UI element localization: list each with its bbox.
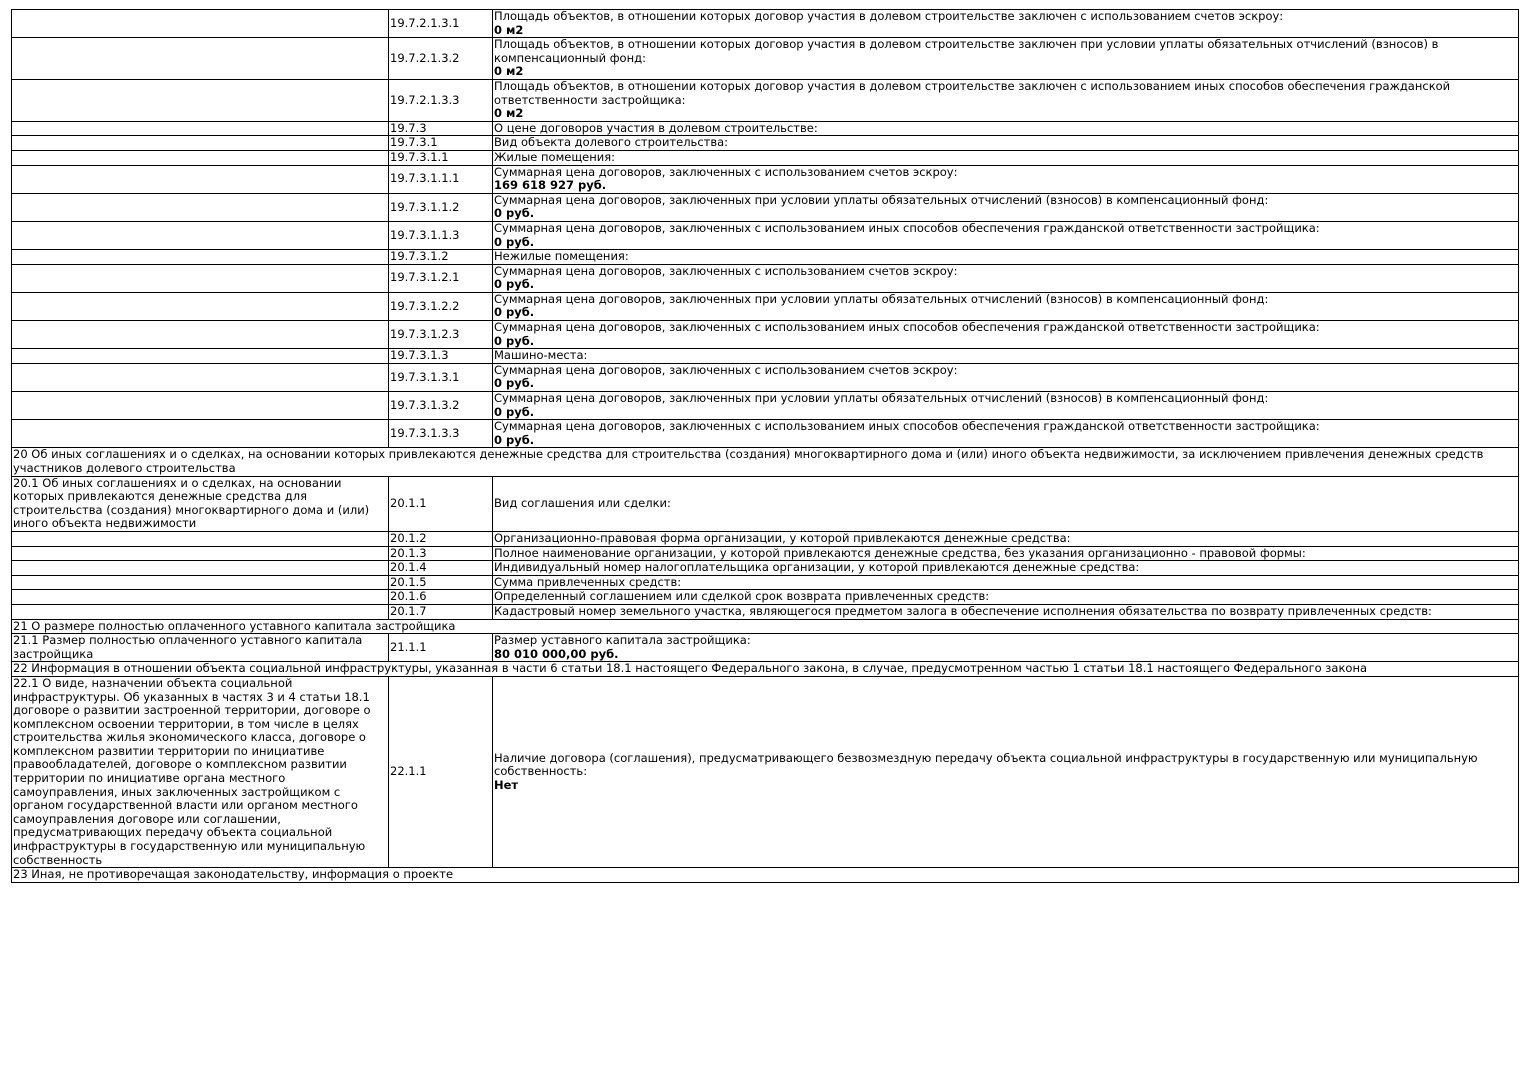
item-text: Площадь объектов, в отношении которых договор участия в долевом строительстве заключен при условии уплаты обязательных отчислений (взносов) в компенсационный фонд:	[494, 37, 1439, 65]
item-text: Определенный соглашением или сделкой срок возврата привлеченных средств:	[494, 589, 990, 604]
group-label-cell	[12, 531, 389, 546]
section-heading: 20 Об иных соглашениях и о сделках, на основании которых привлекаются денежные средства для строительства (создания) многоквартирного дома и (или) иного объекта недвижимости, за исключением привлечения денежных средств участников долевого строительства	[12, 448, 1519, 476]
group-label-cell	[12, 221, 389, 249]
table-row	[12, 292, 1519, 320]
item-code: 19.7.3.1.1	[389, 150, 493, 165]
group-label-cell	[12, 590, 389, 605]
item-text: Наличие договора (соглашения), предусматривающего безвозмездную передачу объекта социальной инфраструктуры в государственную или муниципальную собственность:	[494, 750, 1478, 779]
item-description	[493, 38, 1519, 80]
item-text: Суммарная цена договоров, заключенных с использованием счетов эскроу:	[494, 164, 958, 179]
item-value: 0 руб.	[494, 305, 535, 320]
group-label-cell	[12, 349, 389, 364]
item-value: 0 м2	[494, 106, 524, 121]
item-description	[493, 150, 1519, 165]
item-description	[493, 193, 1519, 221]
group-label-cell	[12, 38, 389, 80]
item-description	[493, 561, 1519, 576]
section-row	[12, 662, 1519, 677]
item-text: Суммарная цена договоров, заключенных при условии уплаты обязательных отчислений (взносов) в компенсационный фонд:	[494, 391, 1269, 406]
item-value: Нет	[494, 777, 519, 792]
item-value: 0 руб.	[494, 206, 535, 221]
group-label-cell	[12, 561, 389, 576]
item-description	[493, 531, 1519, 546]
table-row	[12, 392, 1519, 420]
section-heading: 22 Информация в отношении объекта социальной инфраструктуры, указанная в части 6 статьи 18.1 настоящего Федерального закона, в случае, предусмотренном частью 1 статьи 18.1 настоящего Федерального закона	[12, 662, 1519, 677]
item-description	[493, 634, 1519, 662]
group-label-cell	[12, 250, 389, 265]
table-row	[12, 38, 1519, 80]
item-code: 19.7.2.1.3.2	[389, 38, 493, 80]
item-value: 0 руб.	[494, 277, 535, 292]
item-code: 20.1.6	[389, 590, 493, 605]
table-row	[12, 590, 1519, 605]
item-text: Площадь объектов, в отношении которых договор участия в долевом строительстве заключен с использованием иных способов обеспечения гражданской ответственности застройщика:	[494, 78, 1451, 107]
group-label-cell	[12, 121, 389, 136]
item-value: 80 010 000,00 руб.	[494, 646, 619, 661]
table-row	[12, 121, 1519, 136]
item-description	[493, 420, 1519, 448]
item-description	[493, 292, 1519, 320]
group-label-cell	[12, 193, 389, 221]
table-row	[12, 165, 1519, 193]
group-label-cell	[12, 10, 389, 38]
section-heading: 21 О размере полностью оплаченного уставного капитала застройщика	[12, 619, 1519, 634]
group-label: 22.1 О виде, назначении объекта социальной инфраструктуры. Об указанных в частях 3 и 4 статьи 18.1 договоре о развитии застроенной территории, договоре о комплексном освоении территории, в том числе в целях строительства жилья экономического класса, договоре о комплексном развитии территории по инициативе правообладателей, договоре о комплексном развитии территории по инициативе органа местного самоуправления, иных заключенных застройщиком с органом государственной власти или органом местного самоуправления договоре или соглашении, предусматривающих передачу объекта социальной инфраструктуры в государственную или муниципальную собственность	[12, 676, 389, 867]
item-description	[493, 590, 1519, 605]
item-description	[493, 79, 1519, 121]
item-text: Размер уставного капитала застройщика:	[494, 633, 751, 648]
item-description	[493, 392, 1519, 420]
item-code: 19.7.2.1.3.3	[389, 79, 493, 121]
group-label-cell	[12, 321, 389, 349]
item-code: 20.1.1	[389, 476, 493, 531]
table-row	[12, 420, 1519, 448]
group-label-cell	[12, 165, 389, 193]
item-text: Суммарная цена договоров, заключенных с использованием иных способов обеспечения гражданской ответственности застройщика:	[494, 419, 1320, 434]
item-description	[493, 476, 1519, 531]
group-label-cell	[12, 264, 389, 292]
item-text: Организационно-правовая форма организации, у которой привлекаются денежные средства:	[494, 530, 1071, 545]
table-row	[12, 79, 1519, 121]
item-code: 22.1.1	[389, 676, 493, 867]
item-code: 19.7.3.1.1.1	[389, 165, 493, 193]
table-row	[12, 604, 1519, 619]
item-description	[493, 10, 1519, 38]
item-code: 20.1.4	[389, 561, 493, 576]
item-description	[493, 264, 1519, 292]
item-description	[493, 250, 1519, 265]
group-label-cell	[12, 150, 389, 165]
item-text: Машино-места:	[494, 348, 588, 363]
item-text: Кадастровый номер земельного участка, являющегося предметом залога в обеспечение исполнения обязательства по возврату привлеченных средств:	[494, 603, 1432, 618]
table-row	[12, 363, 1519, 391]
group-label: 21.1 Размер полностью оплаченного уставного капитала застройщика	[12, 634, 389, 662]
table-row	[12, 264, 1519, 292]
item-description	[493, 136, 1519, 151]
item-code: 20.1.3	[389, 546, 493, 561]
item-text: Суммарная цена договоров, заключенных с использованием счетов эскроу:	[494, 362, 958, 377]
item-value: 0 руб.	[494, 333, 535, 348]
item-code: 19.7.3.1.2	[389, 250, 493, 265]
item-text: Суммарная цена договоров, заключенных при условии уплаты обязательных отчислений (взносов) в компенсационный фонд:	[494, 192, 1269, 207]
item-code: 19.7.3.1.3	[389, 349, 493, 364]
table-row	[12, 634, 1519, 662]
table-row	[12, 321, 1519, 349]
item-description	[493, 121, 1519, 136]
group-label-cell	[12, 420, 389, 448]
item-description	[493, 676, 1519, 867]
group-label-cell	[12, 575, 389, 590]
section-heading: 23 Иная, не противоречащая законодательству, информация о проекте	[12, 868, 1519, 883]
section-row	[12, 619, 1519, 634]
item-code: 19.7.3.1.2.2	[389, 292, 493, 320]
item-text: Площадь объектов, в отношении которых договор участия в долевом строительстве заключен с использованием счетов эскроу:	[494, 9, 1284, 23]
table-row	[12, 221, 1519, 249]
group-label: 20.1 Об иных соглашениях и о сделках, на основании которых привлекаются денежные средства для строительства (создания) многоквартирного дома и (или) иного объекта недвижимости	[12, 476, 389, 531]
table-row	[12, 575, 1519, 590]
item-code: 19.7.2.1.3.1	[389, 10, 493, 38]
item-text: Нежилые помещения:	[494, 249, 629, 264]
group-label-cell	[12, 546, 389, 561]
item-code: 19.7.3.1.2.3	[389, 321, 493, 349]
item-value: 169 618 927 руб.	[494, 178, 607, 193]
item-code: 20.1.5	[389, 575, 493, 590]
group-label-cell	[12, 392, 389, 420]
item-code: 20.1.7	[389, 604, 493, 619]
item-text: Суммарная цена договоров, заключенных с использованием счетов эскроу:	[494, 263, 958, 278]
item-code: 20.1.2	[389, 531, 493, 546]
item-value: 0 руб.	[494, 234, 535, 249]
item-code: 19.7.3.1.1.3	[389, 221, 493, 249]
item-text: Сумма привлеченных средств:	[494, 574, 682, 589]
item-description	[493, 221, 1519, 249]
table-row	[12, 150, 1519, 165]
group-label-cell	[12, 363, 389, 391]
item-text: Вид соглашения или сделки:	[494, 495, 671, 510]
item-code: 19.7.3	[389, 121, 493, 136]
item-description	[493, 546, 1519, 561]
item-value: 0 руб.	[494, 432, 535, 447]
table-body	[12, 10, 1519, 883]
table-row	[12, 193, 1519, 221]
group-label-cell	[12, 79, 389, 121]
table-row	[12, 10, 1519, 38]
item-text: Суммарная цена договоров, заключенных с использованием иных способов обеспечения гражданской ответственности застройщика:	[494, 320, 1320, 335]
table-row	[12, 250, 1519, 265]
section-row	[12, 448, 1519, 476]
item-text: Полное наименование организации, у которой привлекаются денежные средства, без указания организационно - правовой формы:	[494, 545, 1306, 560]
table-row	[12, 561, 1519, 576]
item-description	[493, 349, 1519, 364]
table-row	[12, 349, 1519, 364]
item-description	[493, 363, 1519, 391]
group-label-cell	[12, 136, 389, 151]
item-code: 19.7.3.1.3.3	[389, 420, 493, 448]
item-text: Индивидуальный номер налогоплательщика организации, у которой привлекаются денежные средства:	[494, 560, 1140, 575]
item-code: 19.7.3.1.2.1	[389, 264, 493, 292]
item-value: 0 руб.	[494, 376, 535, 391]
section-row	[12, 868, 1519, 883]
item-text: Вид объекта долевого строительства:	[494, 135, 729, 150]
item-value: 0 руб.	[494, 404, 535, 419]
item-description	[493, 165, 1519, 193]
item-description	[493, 575, 1519, 590]
table-row	[12, 531, 1519, 546]
item-description	[493, 321, 1519, 349]
item-code: 21.1.1	[389, 634, 493, 662]
item-code: 19.7.3.1.3.1	[389, 363, 493, 391]
item-code: 19.7.3.1.1.2	[389, 193, 493, 221]
item-description	[493, 604, 1519, 619]
item-text: Суммарная цена договоров, заключенных с использованием иных способов обеспечения гражданской ответственности застройщика:	[494, 220, 1320, 235]
item-text: Жилые помещения:	[494, 149, 616, 164]
group-label-cell	[12, 292, 389, 320]
item-value: 0 м2	[494, 22, 524, 37]
table-row	[12, 546, 1519, 561]
item-text: О цене договоров участия в долевом строительстве:	[494, 120, 818, 135]
disclosure-table	[11, 9, 1519, 883]
group-label-cell	[12, 604, 389, 619]
table-row	[12, 476, 1519, 531]
item-text: Суммарная цена договоров, заключенных при условии уплаты обязательных отчислений (взносов) в компенсационный фонд:	[494, 291, 1269, 306]
item-code: 19.7.3.1	[389, 136, 493, 151]
table-row	[12, 136, 1519, 151]
item-code: 19.7.3.1.3.2	[389, 392, 493, 420]
item-value: 0 м2	[494, 64, 524, 79]
table-row	[12, 676, 1519, 867]
